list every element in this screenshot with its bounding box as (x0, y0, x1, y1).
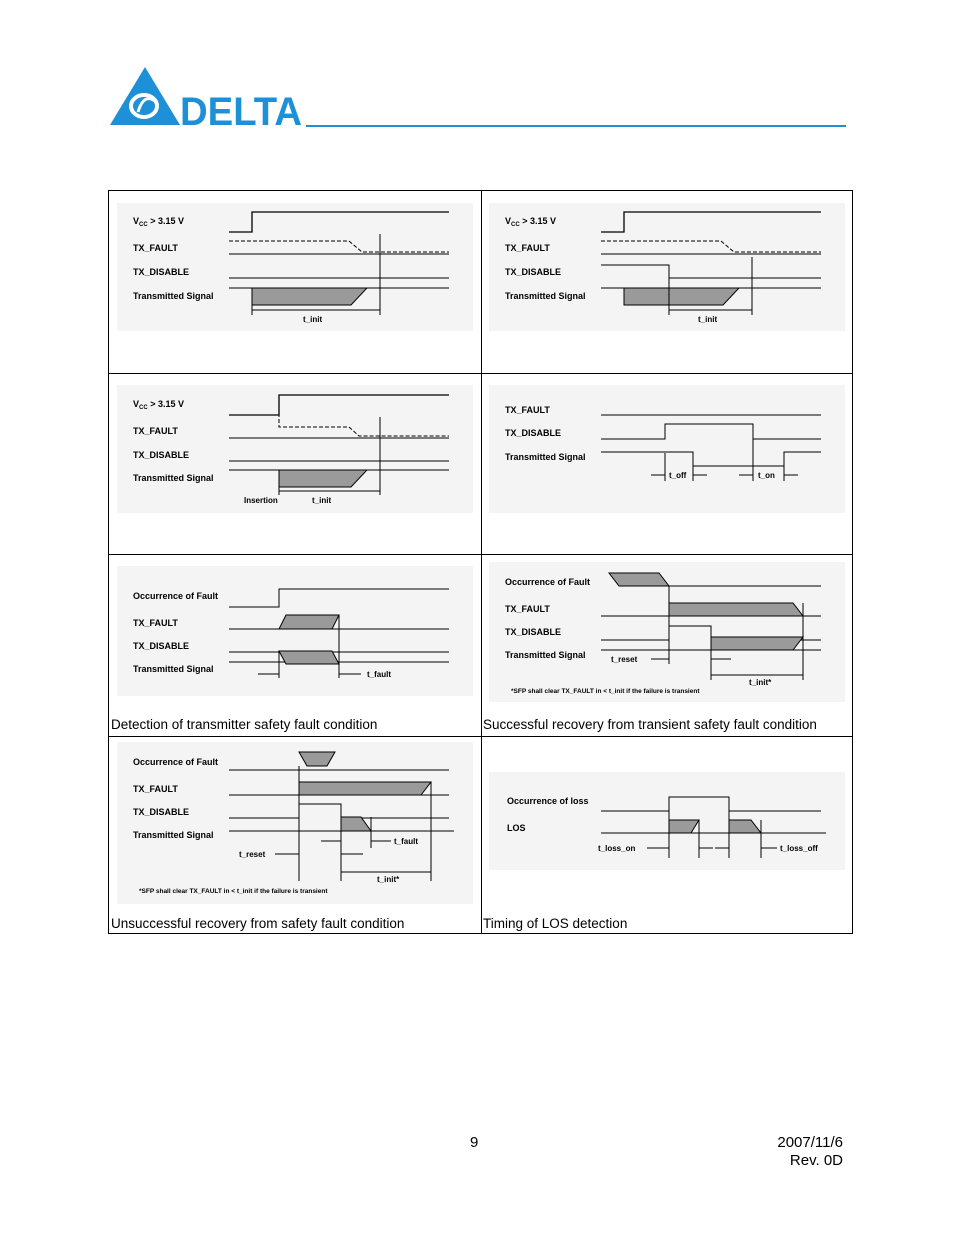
caption-transient-recovery: Successful recovery from transient safety fault condition (483, 717, 817, 732)
svg-text:TX_FAULT: TX_FAULT (505, 405, 550, 415)
svg-text:Occurrence of loss: Occurrence of loss (507, 796, 589, 806)
diagram-unsuccessful-recovery (109, 736, 481, 933)
caption-detection: Detection of transmitter safety fault condition (111, 717, 378, 732)
svg-text:TX_DISABLE: TX_DISABLE (133, 641, 190, 651)
diagram-power-on-initialization (109, 191, 481, 373)
svg-text:t_init*: t_init* (749, 678, 772, 687)
svg-text:Transmitted Signal: Transmitted Signal (505, 452, 586, 462)
svg-text:Transmitted Signal: Transmitted Signal (133, 664, 214, 674)
diagram-safety-fault-detection (109, 554, 481, 736)
svg-text:TX_FAULT: TX_FAULT (133, 784, 178, 794)
svg-text:Occurrence of Fault: Occurrence of Fault (133, 591, 219, 601)
svg-text:t_on: t_on (758, 471, 775, 480)
svg-text:TX_FAULT: TX_FAULT (133, 618, 178, 628)
svg-text:t_loss_off: t_loss_off (780, 844, 818, 853)
diagram-transient-fault-recovery (481, 554, 852, 736)
delta-logo (108, 62, 308, 132)
timing-diagram-grid (108, 190, 853, 934)
diagram-tx-disable-timing (481, 373, 852, 554)
svg-text:Occurrence of Fault: Occurrence of Fault (133, 757, 219, 767)
svg-text:t_loss_on: t_loss_on (598, 844, 636, 853)
svg-text:TX_FAULT: TX_FAULT (505, 243, 550, 253)
svg-text:TX_FAULT: TX_FAULT (133, 426, 178, 436)
svg-text:t_init: t_init (312, 496, 332, 505)
tx-disable-label: TX_DISABLE (133, 267, 190, 277)
logo-wordmark: DELTA (180, 90, 302, 132)
page-number: 9 (470, 1134, 479, 1151)
svg-text:t_init: t_init (698, 315, 718, 324)
svg-text:t_init*: t_init* (377, 875, 400, 884)
svg-text:TX_DISABLE: TX_DISABLE (133, 807, 190, 817)
svg-text:VCC > 3.15 V: $V_{CC} > 3.15$ V (133, 399, 184, 411)
svg-text:TX_DISABLE: TX_DISABLE (505, 627, 562, 637)
tx-fault-label: TX_FAULT (133, 243, 178, 253)
tx-signal-label: Transmitted Signal (133, 291, 214, 301)
svg-text:Occurrence of Fault: Occurrence of Fault (505, 577, 591, 587)
header-rule (306, 125, 846, 127)
t-init-label: t_init (303, 315, 323, 324)
vcc-label: $V_{CC} > 3.15$ V (133, 216, 184, 228)
svg-text:t_reset: t_reset (611, 655, 638, 664)
insertion-label: Insertion (244, 496, 278, 505)
svg-text:Transmitted Signal: Transmitted Signal (133, 830, 214, 840)
svg-text:VCC > 3.15 V: $V_{CC} > 3.15$ V (505, 216, 556, 228)
document-revision: Rev. 0D (789, 1152, 843, 1169)
svg-text:Transmitted Signal: Transmitted Signal (505, 650, 586, 660)
svg-text:TX_FAULT: TX_FAULT (505, 604, 550, 614)
document-date: 2007/11/6 (777, 1134, 843, 1151)
svg-text:*SFP shall clear TX_FAULT in <: *SFP shall clear TX_FAULT in < t_init if the failure is transient (139, 888, 328, 895)
svg-text:t_off: t_off (669, 471, 687, 480)
svg-text:Transmitted Signal: Transmitted Signal (133, 473, 214, 483)
svg-text:TX_DISABLE: TX_DISABLE (505, 428, 562, 438)
svg-text:t_fault: t_fault (367, 670, 391, 679)
caption-los-timing: Timing of LOS detection (483, 916, 628, 931)
svg-text:t_reset: t_reset (239, 850, 266, 859)
svg-text:TX_DISABLE: TX_DISABLE (133, 450, 190, 460)
svg-text:t_fault: t_fault (394, 837, 418, 846)
caption-unsuccessful-recovery: Unsuccessful recovery from safety fault condition (111, 916, 405, 931)
svg-text:Transmitted Signal: Transmitted Signal (505, 291, 586, 301)
diagram-hot-plug-insertion (109, 373, 481, 554)
svg-text:*SFP shall clear TX_FAULT in <: *SFP shall clear TX_FAULT in < t_init if the failure is transient (511, 688, 700, 695)
svg-text:LOS: LOS (507, 823, 526, 833)
diagram-los-timing (481, 736, 852, 933)
svg-text:TX_DISABLE: TX_DISABLE (505, 267, 562, 277)
diagram-tx-disable-init (481, 191, 852, 373)
